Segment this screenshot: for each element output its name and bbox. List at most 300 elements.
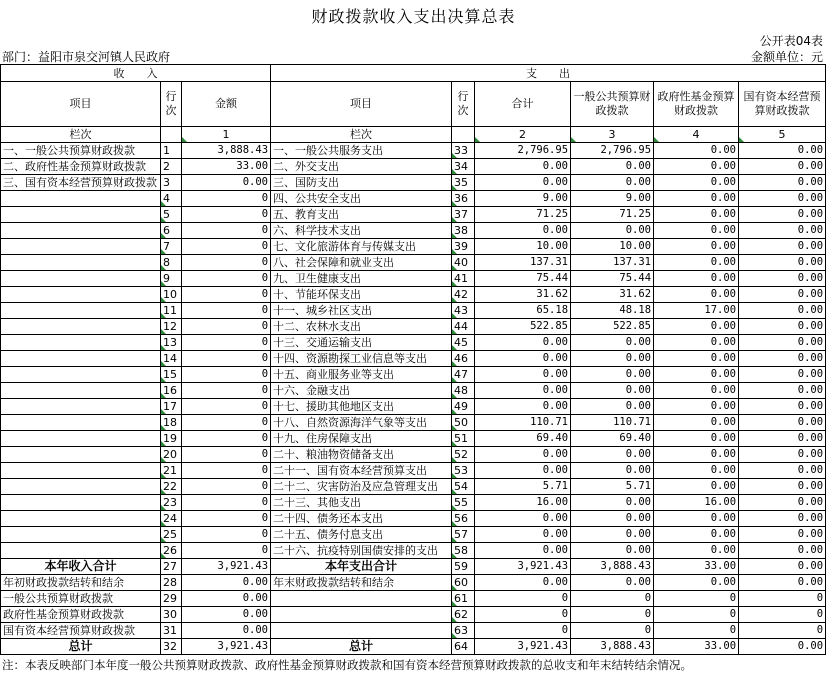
amount-cell: 0.00	[571, 159, 654, 175]
row-number: 48	[452, 383, 475, 399]
amount-cell: 137.31	[475, 255, 571, 271]
amount-cell: 0.00	[739, 239, 826, 255]
expense-item: 十、节能环保支出	[271, 287, 452, 303]
income-item	[1, 447, 161, 463]
row-number: 3	[161, 175, 182, 191]
row-number: 49	[452, 399, 475, 415]
row-number: 12	[161, 319, 182, 335]
amount-cell: 0	[182, 463, 271, 479]
col-number-5: 5	[739, 127, 826, 143]
amount-cell: 0	[182, 511, 271, 527]
table-row	[1, 335, 826, 351]
expense-item: 年末财政拨款结转和结余	[271, 575, 452, 591]
amount-cell: 0.00	[475, 223, 571, 239]
amount-cell: 0	[182, 207, 271, 223]
row-number: 36	[452, 191, 475, 207]
amount-cell: 33.00	[654, 559, 739, 575]
row-number: 26	[161, 543, 182, 559]
row-number: 50	[452, 415, 475, 431]
table-row	[1, 463, 826, 479]
amount-cell: 0.00	[475, 351, 571, 367]
row-number: 13	[161, 335, 182, 351]
amount-cell: 0.00	[571, 399, 654, 415]
row-number: 14	[161, 351, 182, 367]
amount-cell: 0.00	[654, 511, 739, 527]
amount-cell: 33.00	[654, 639, 739, 655]
expense-item: 一、一般公共服务支出	[271, 143, 452, 159]
row-number: 1	[161, 143, 182, 159]
amount-cell: 5.71	[571, 479, 654, 495]
row-number: 57	[452, 527, 475, 543]
amount-cell: 0.00	[739, 559, 826, 575]
amount-cell: 0.00	[475, 383, 571, 399]
amount-cell: 0.00	[654, 367, 739, 383]
amount-cell: 0.00	[654, 223, 739, 239]
expense-item: 三、国防支出	[271, 175, 452, 191]
row-number: 42	[452, 287, 475, 303]
row-number: 6	[161, 223, 182, 239]
amount-cell: 31.62	[475, 287, 571, 303]
table-row	[1, 175, 826, 191]
amount-cell: 0	[571, 623, 654, 639]
col-number-3: 3	[571, 127, 654, 143]
row-number: 27	[161, 559, 182, 575]
amount-cell: 75.44	[571, 271, 654, 287]
row-number: 18	[161, 415, 182, 431]
amount-cell: 0.00	[571, 575, 654, 591]
amount-cell: 0.00	[654, 271, 739, 287]
amount-cell: 3,888.43	[571, 559, 654, 575]
amount-cell: 3,921.43	[182, 639, 271, 655]
expense-item: 二十五、债务付息支出	[271, 527, 452, 543]
amount-cell: 0.00	[739, 367, 826, 383]
amount-cell: 0.00	[182, 623, 271, 639]
row-number: 52	[452, 447, 475, 463]
amount-cell: 3,921.43	[475, 559, 571, 575]
table-row	[1, 351, 826, 367]
table-row	[1, 303, 826, 319]
income-item: 三、国有资本经营预算财政拨款	[1, 175, 161, 191]
amount-cell: 0.00	[475, 527, 571, 543]
amount-cell: 0.00	[654, 415, 739, 431]
income-item	[1, 207, 161, 223]
amount-cell: 0.00	[475, 575, 571, 591]
expense-col-label: 栏次	[271, 127, 452, 143]
row-number: 43	[452, 303, 475, 319]
row-number: 37	[452, 207, 475, 223]
expense-item-header: 项目	[271, 82, 452, 127]
table-row	[1, 287, 826, 303]
table-row	[1, 415, 826, 431]
expense-item: 十二、农林水支出	[271, 319, 452, 335]
amount-cell: 0	[182, 223, 271, 239]
amount-cell: 0.00	[571, 223, 654, 239]
expense-item: 十九、住房保障支出	[271, 431, 452, 447]
income-item	[1, 191, 161, 207]
table-row	[1, 431, 826, 447]
table-row	[1, 511, 826, 527]
row-number: 22	[161, 479, 182, 495]
row-number: 16	[161, 383, 182, 399]
income-item	[1, 287, 161, 303]
row-number: 30	[161, 607, 182, 623]
expense-item: 二十、粮油物资储备支出	[271, 447, 452, 463]
expense-item: 五、教育支出	[271, 207, 452, 223]
row-number: 21	[161, 463, 182, 479]
income-item	[1, 367, 161, 383]
expense-total-label: 本年支出合计	[271, 559, 452, 575]
amount-cell: 0.00	[739, 191, 826, 207]
amount-cell: 69.40	[571, 431, 654, 447]
income-item	[1, 495, 161, 511]
expense-item: 七、文化旅游体育与传媒支出	[271, 239, 452, 255]
row-number: 58	[452, 543, 475, 559]
amount-cell: 0	[182, 319, 271, 335]
income-item	[1, 223, 161, 239]
amount-cell: 16.00	[654, 495, 739, 511]
row-number: 60	[452, 575, 475, 591]
fiscal-summary-table	[0, 64, 826, 655]
amount-cell: 0.00	[571, 511, 654, 527]
amount-cell: 9.00	[475, 191, 571, 207]
income-item	[1, 351, 161, 367]
income-row-no-header: 行次	[161, 82, 182, 127]
row-number: 55	[452, 495, 475, 511]
amount-cell: 522.85	[475, 319, 571, 335]
income-item	[1, 431, 161, 447]
amount-cell: 0.00	[739, 271, 826, 287]
amount-cell: 3,921.43	[182, 559, 271, 575]
income-item	[1, 399, 161, 415]
table-row	[1, 159, 826, 175]
expense-item: 二十四、债务还本支出	[271, 511, 452, 527]
amount-cell: 0.00	[739, 159, 826, 175]
amount-cell: 65.18	[475, 303, 571, 319]
amount-cell: 0.00	[182, 575, 271, 591]
amount-cell: 0.00	[475, 447, 571, 463]
amount-cell: 3,888.43	[571, 639, 654, 655]
expense-item: 十七、援助其他地区支出	[271, 399, 452, 415]
amount-cell: 0	[571, 591, 654, 607]
income-item: 政府性基金预算财政拨款	[1, 607, 161, 623]
row-number: 64	[452, 639, 475, 655]
income-item	[1, 303, 161, 319]
amount-cell: 0.00	[182, 607, 271, 623]
row-number: 17	[161, 399, 182, 415]
amount-cell: 0.00	[475, 399, 571, 415]
row-number: 41	[452, 271, 475, 287]
table-row	[1, 143, 826, 159]
row-number: 15	[161, 367, 182, 383]
amount-cell: 9.00	[571, 191, 654, 207]
row-number: 39	[452, 239, 475, 255]
amount-cell: 0.00	[654, 175, 739, 191]
row-number: 45	[452, 335, 475, 351]
amount-cell: 0	[182, 495, 271, 511]
row-number: 53	[452, 463, 475, 479]
amount-cell: 33.00	[182, 159, 271, 175]
amount-cell: 0.00	[571, 175, 654, 191]
income-item	[1, 479, 161, 495]
amount-cell: 10.00	[571, 239, 654, 255]
form-number: 公开表04表	[759, 34, 823, 48]
row-number: 44	[452, 319, 475, 335]
amount-cell: 0.00	[654, 527, 739, 543]
table-row	[1, 607, 826, 623]
amount-cell: 0.00	[654, 431, 739, 447]
expense-item: 十五、商业服务业等支出	[271, 367, 452, 383]
amount-cell: 69.40	[475, 431, 571, 447]
amount-cell: 0.00	[571, 495, 654, 511]
amount-cell: 0.00	[654, 543, 739, 559]
row-number: 46	[452, 351, 475, 367]
income-item	[1, 319, 161, 335]
amount-cell: 0.00	[475, 511, 571, 527]
amount-cell: 0.00	[654, 399, 739, 415]
table-row	[1, 495, 826, 511]
state-capital-header: 国有资本经营预算财政拨款	[739, 82, 826, 127]
income-amount-header: 金额	[182, 82, 271, 127]
expense-item	[271, 623, 452, 639]
row-number: 59	[452, 559, 475, 575]
amount-cell: 0	[182, 383, 271, 399]
amount-cell: 0	[182, 543, 271, 559]
row-number: 38	[452, 223, 475, 239]
amount-cell: 0.00	[739, 351, 826, 367]
amount-cell: 0.00	[571, 543, 654, 559]
amount-cell: 0.00	[739, 431, 826, 447]
expense-item: 二十六、抗疫特别国债安排的支出	[271, 543, 452, 559]
amount-cell: 0	[182, 335, 271, 351]
amount-cell: 0.00	[475, 463, 571, 479]
amount-cell: 0.00	[571, 335, 654, 351]
col-number-2: 2	[475, 127, 571, 143]
income-item	[1, 511, 161, 527]
expense-item: 十八、自然资源海洋气象等支出	[271, 415, 452, 431]
table-row	[1, 319, 826, 335]
amount-cell: 0	[739, 623, 826, 639]
row-number: 9	[161, 271, 182, 287]
income-item	[1, 463, 161, 479]
amount-cell: 0.00	[182, 591, 271, 607]
row-number: 24	[161, 511, 182, 527]
amount-cell: 0.00	[654, 143, 739, 159]
amount-cell: 0.00	[739, 287, 826, 303]
amount-cell: 0.00	[571, 463, 654, 479]
amount-cell: 110.71	[571, 415, 654, 431]
row-number: 7	[161, 239, 182, 255]
amount-cell: 0	[739, 607, 826, 623]
row-number: 29	[161, 591, 182, 607]
table-row	[1, 271, 826, 287]
income-grand-total-label: 总计	[1, 639, 161, 655]
amount-cell: 0.00	[739, 175, 826, 191]
amount-cell: 0.00	[739, 495, 826, 511]
amount-cell: 31.62	[571, 287, 654, 303]
table-row	[1, 543, 826, 559]
amount-cell: 0.00	[739, 447, 826, 463]
amount-cell: 2,796.95	[475, 143, 571, 159]
amount-cell: 0	[182, 367, 271, 383]
amount-cell: 0	[654, 591, 739, 607]
expense-item: 二十一、国有资本经营预算支出	[271, 463, 452, 479]
amount-cell: 0	[475, 623, 571, 639]
row-number: 19	[161, 431, 182, 447]
row-number: 11	[161, 303, 182, 319]
income-item-header: 项目	[1, 82, 161, 127]
table-row	[1, 479, 826, 495]
row-number: 33	[452, 143, 475, 159]
amount-cell: 0.00	[654, 287, 739, 303]
amount-cell: 71.25	[571, 207, 654, 223]
row-number: 47	[452, 367, 475, 383]
row-number: 51	[452, 431, 475, 447]
amount-cell: 0	[739, 591, 826, 607]
amount-cell: 0.00	[654, 191, 739, 207]
amount-cell: 0.00	[475, 335, 571, 351]
income-item	[1, 271, 161, 287]
amount-cell: 0	[654, 623, 739, 639]
amount-cell: 5.71	[475, 479, 571, 495]
amount-cell: 0.00	[739, 207, 826, 223]
amount-cell: 0	[182, 527, 271, 543]
total-row	[1, 559, 826, 575]
amount-cell: 0	[571, 607, 654, 623]
amount-cell: 71.25	[475, 207, 571, 223]
income-total-label: 本年收入合计	[1, 559, 161, 575]
amount-cell: 10.00	[475, 239, 571, 255]
amount-cell: 522.85	[571, 319, 654, 335]
amount-cell: 0.00	[739, 143, 826, 159]
expense-row-no-header: 行次	[452, 82, 475, 127]
carry-over-rows	[1, 575, 826, 639]
row-number: 20	[161, 447, 182, 463]
row-number: 62	[452, 607, 475, 623]
row-number: 34	[452, 159, 475, 175]
income-section-header: 收 入	[1, 65, 271, 82]
amount-cell: 0.00	[739, 255, 826, 271]
amount-cell: 0	[182, 399, 271, 415]
amount-cell: 0.00	[475, 543, 571, 559]
amount-cell: 0	[182, 447, 271, 463]
row-number: 32	[161, 639, 182, 655]
amount-cell: 0	[182, 287, 271, 303]
amount-cell: 0	[182, 479, 271, 495]
income-item: 一般公共预算财政拨款	[1, 591, 161, 607]
amount-cell: 0.00	[654, 319, 739, 335]
row-number: 40	[452, 255, 475, 271]
table-row	[1, 239, 826, 255]
income-item	[1, 239, 161, 255]
unit-label: 金额单位：元	[750, 50, 823, 64]
table-row	[1, 447, 826, 463]
table-row	[1, 383, 826, 399]
amount-cell: 0	[182, 431, 271, 447]
amount-cell: 0.00	[739, 383, 826, 399]
amount-cell: 0.00	[739, 303, 826, 319]
amount-cell: 0	[475, 591, 571, 607]
table-row	[1, 623, 826, 639]
amount-cell: 0.00	[654, 575, 739, 591]
amount-cell: 0	[182, 191, 271, 207]
amount-cell: 0.00	[571, 447, 654, 463]
amount-cell: 2,796.95	[571, 143, 654, 159]
row-number: 28	[161, 575, 182, 591]
amount-cell: 0.00	[654, 159, 739, 175]
amount-cell: 0.00	[475, 159, 571, 175]
row-number: 56	[452, 511, 475, 527]
expense-item	[271, 591, 452, 607]
table-row	[1, 527, 826, 543]
row-number: 31	[161, 623, 182, 639]
amount-cell: 0	[475, 607, 571, 623]
expense-item	[271, 607, 452, 623]
amount-cell: 0.00	[739, 543, 826, 559]
row-number: 61	[452, 591, 475, 607]
amount-cell: 0	[182, 239, 271, 255]
row-number: 5	[161, 207, 182, 223]
amount-cell: 110.71	[475, 415, 571, 431]
amount-cell: 0.00	[654, 351, 739, 367]
amount-cell: 0	[182, 255, 271, 271]
amount-cell: 0	[182, 351, 271, 367]
amount-cell: 0.00	[739, 415, 826, 431]
expense-item: 二十二、灾害防治及应急管理支出	[271, 479, 452, 495]
income-item	[1, 255, 161, 271]
amount-cell: 0.00	[654, 239, 739, 255]
amount-cell: 0.00	[739, 223, 826, 239]
col-number-1: 1	[182, 127, 271, 143]
table-body	[1, 143, 826, 559]
amount-cell: 0.00	[475, 367, 571, 383]
income-item: 二、政府性基金预算财政拨款	[1, 159, 161, 175]
footnote: 注：本表反映部门本年度一般公共预算财政拨款、政府性基金预算财政拨款和国有资本经营预算财政拨款的总收支和年末结转结余情况。	[2, 658, 692, 672]
expense-grand-total-label: 总计	[271, 639, 452, 655]
amount-cell: 0.00	[739, 527, 826, 543]
income-item: 一、一般公共预算财政拨款	[1, 143, 161, 159]
table-row	[1, 591, 826, 607]
amount-cell: 0.00	[182, 175, 271, 191]
amount-cell: 17.00	[654, 303, 739, 319]
amount-cell: 137.31	[571, 255, 654, 271]
expense-item: 二、外交支出	[271, 159, 452, 175]
row-number: 8	[161, 255, 182, 271]
income-item	[1, 383, 161, 399]
col-number-4: 4	[654, 127, 739, 143]
amount-cell: 0.00	[739, 639, 826, 655]
expense-item: 十四、资源勘探工业信息等支出	[271, 351, 452, 367]
income-col-label: 栏次	[1, 127, 161, 143]
amount-cell: 0.00	[654, 479, 739, 495]
amount-cell: 0	[654, 607, 739, 623]
amount-cell: 0	[182, 271, 271, 287]
row-number: 10	[161, 287, 182, 303]
amount-cell: 0.00	[739, 575, 826, 591]
table-row	[1, 191, 826, 207]
table-row	[1, 575, 826, 591]
amount-cell: 0.00	[654, 335, 739, 351]
expense-item: 四、公共安全支出	[271, 191, 452, 207]
income-item	[1, 415, 161, 431]
amount-cell: 0.00	[739, 463, 826, 479]
amount-cell: 0	[182, 303, 271, 319]
grand-total-row	[1, 639, 826, 655]
amount-cell: 0.00	[654, 463, 739, 479]
expense-item: 九、卫生健康支出	[271, 271, 452, 287]
amount-cell: 0.00	[475, 175, 571, 191]
amount-cell: 75.44	[475, 271, 571, 287]
amount-cell: 0.00	[739, 511, 826, 527]
